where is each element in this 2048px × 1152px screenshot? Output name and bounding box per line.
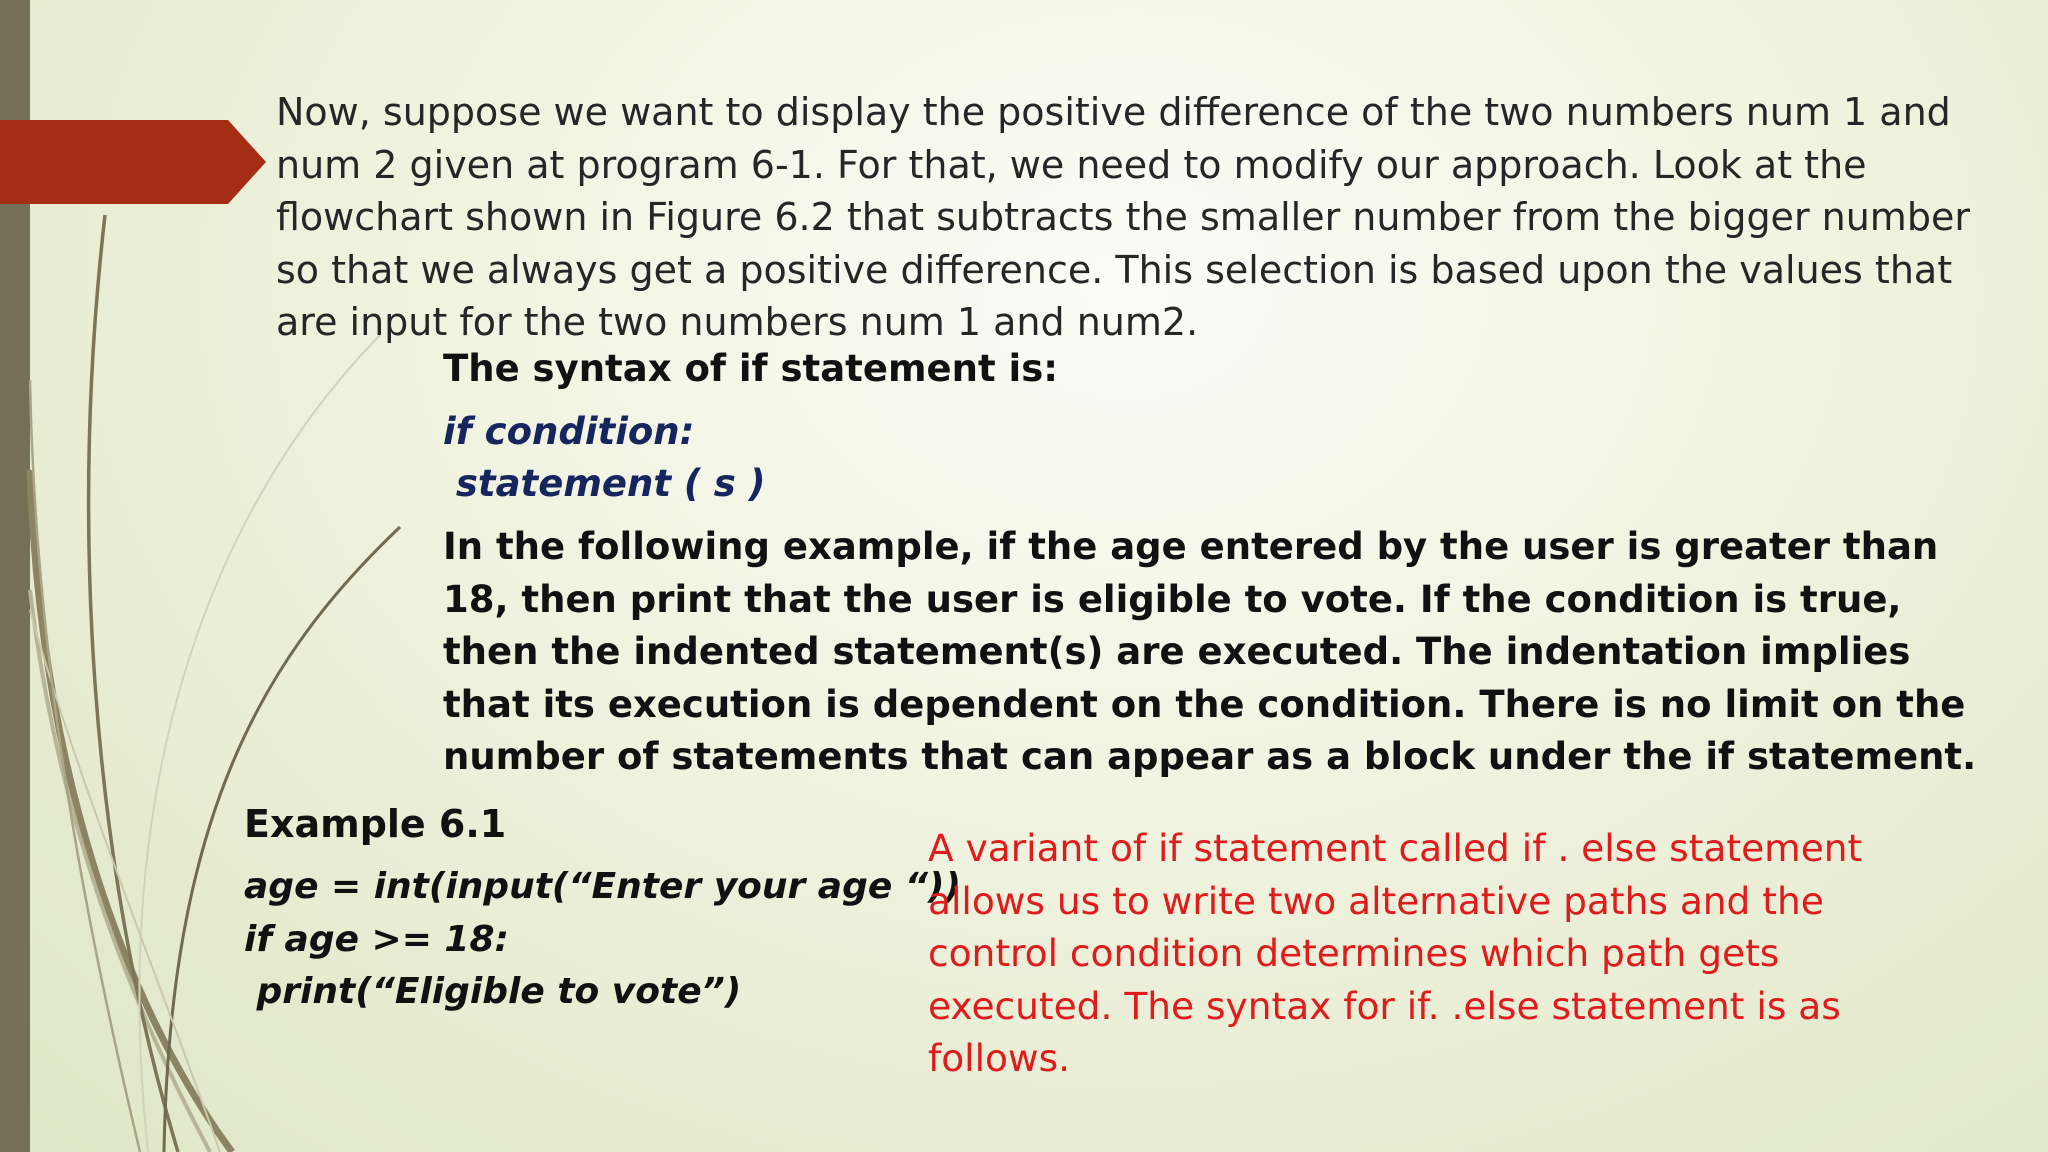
example-code-line: print(“Eligible to vote”) xyxy=(244,971,742,1012)
example-code-line: if age >= 18: xyxy=(244,918,509,960)
syntax-heading: The syntax of if statement is: xyxy=(443,347,1059,390)
syntax-line: statement ( s ) xyxy=(443,462,766,505)
explanation-paragraph: In the following example, if the age entered by the user is greater than 18, then print that the user is eligible to vote. If the condition is true, then the indented statement(s) are executed. The indentation implies that its execution is dependent on the condition. There is no limit on the number of statements that can appear as a block under the if statement. xyxy=(443,525,1977,778)
syntax-line: if condition: xyxy=(443,410,695,453)
syntax-code-block xyxy=(443,406,766,510)
variant-paragraph: A variant of if statement called if . else statement allows us to write two alternative paths and the control condition determines which path gets executed. The syntax for if. .else statement is as follows. xyxy=(928,826,1863,1080)
example-code-block xyxy=(244,861,961,1019)
accent-arrow-tab xyxy=(0,120,268,204)
example-code-line: age = int(input(“Enter your age “)) xyxy=(244,866,961,907)
example-heading: Example 6.1 xyxy=(244,802,507,846)
intro-paragraph: Now, suppose we want to display the positive difference of the two numbers num 1 and num 2 given at program 6-1. For that, we need to modify our approach. Look at the flowchart shown in Figure 6.2 that subtracts the smaller number from the bigger number so that we always get a positive difference. This selection is based upon the values that are input for the two numbers num 1 and num2. xyxy=(276,90,1970,344)
